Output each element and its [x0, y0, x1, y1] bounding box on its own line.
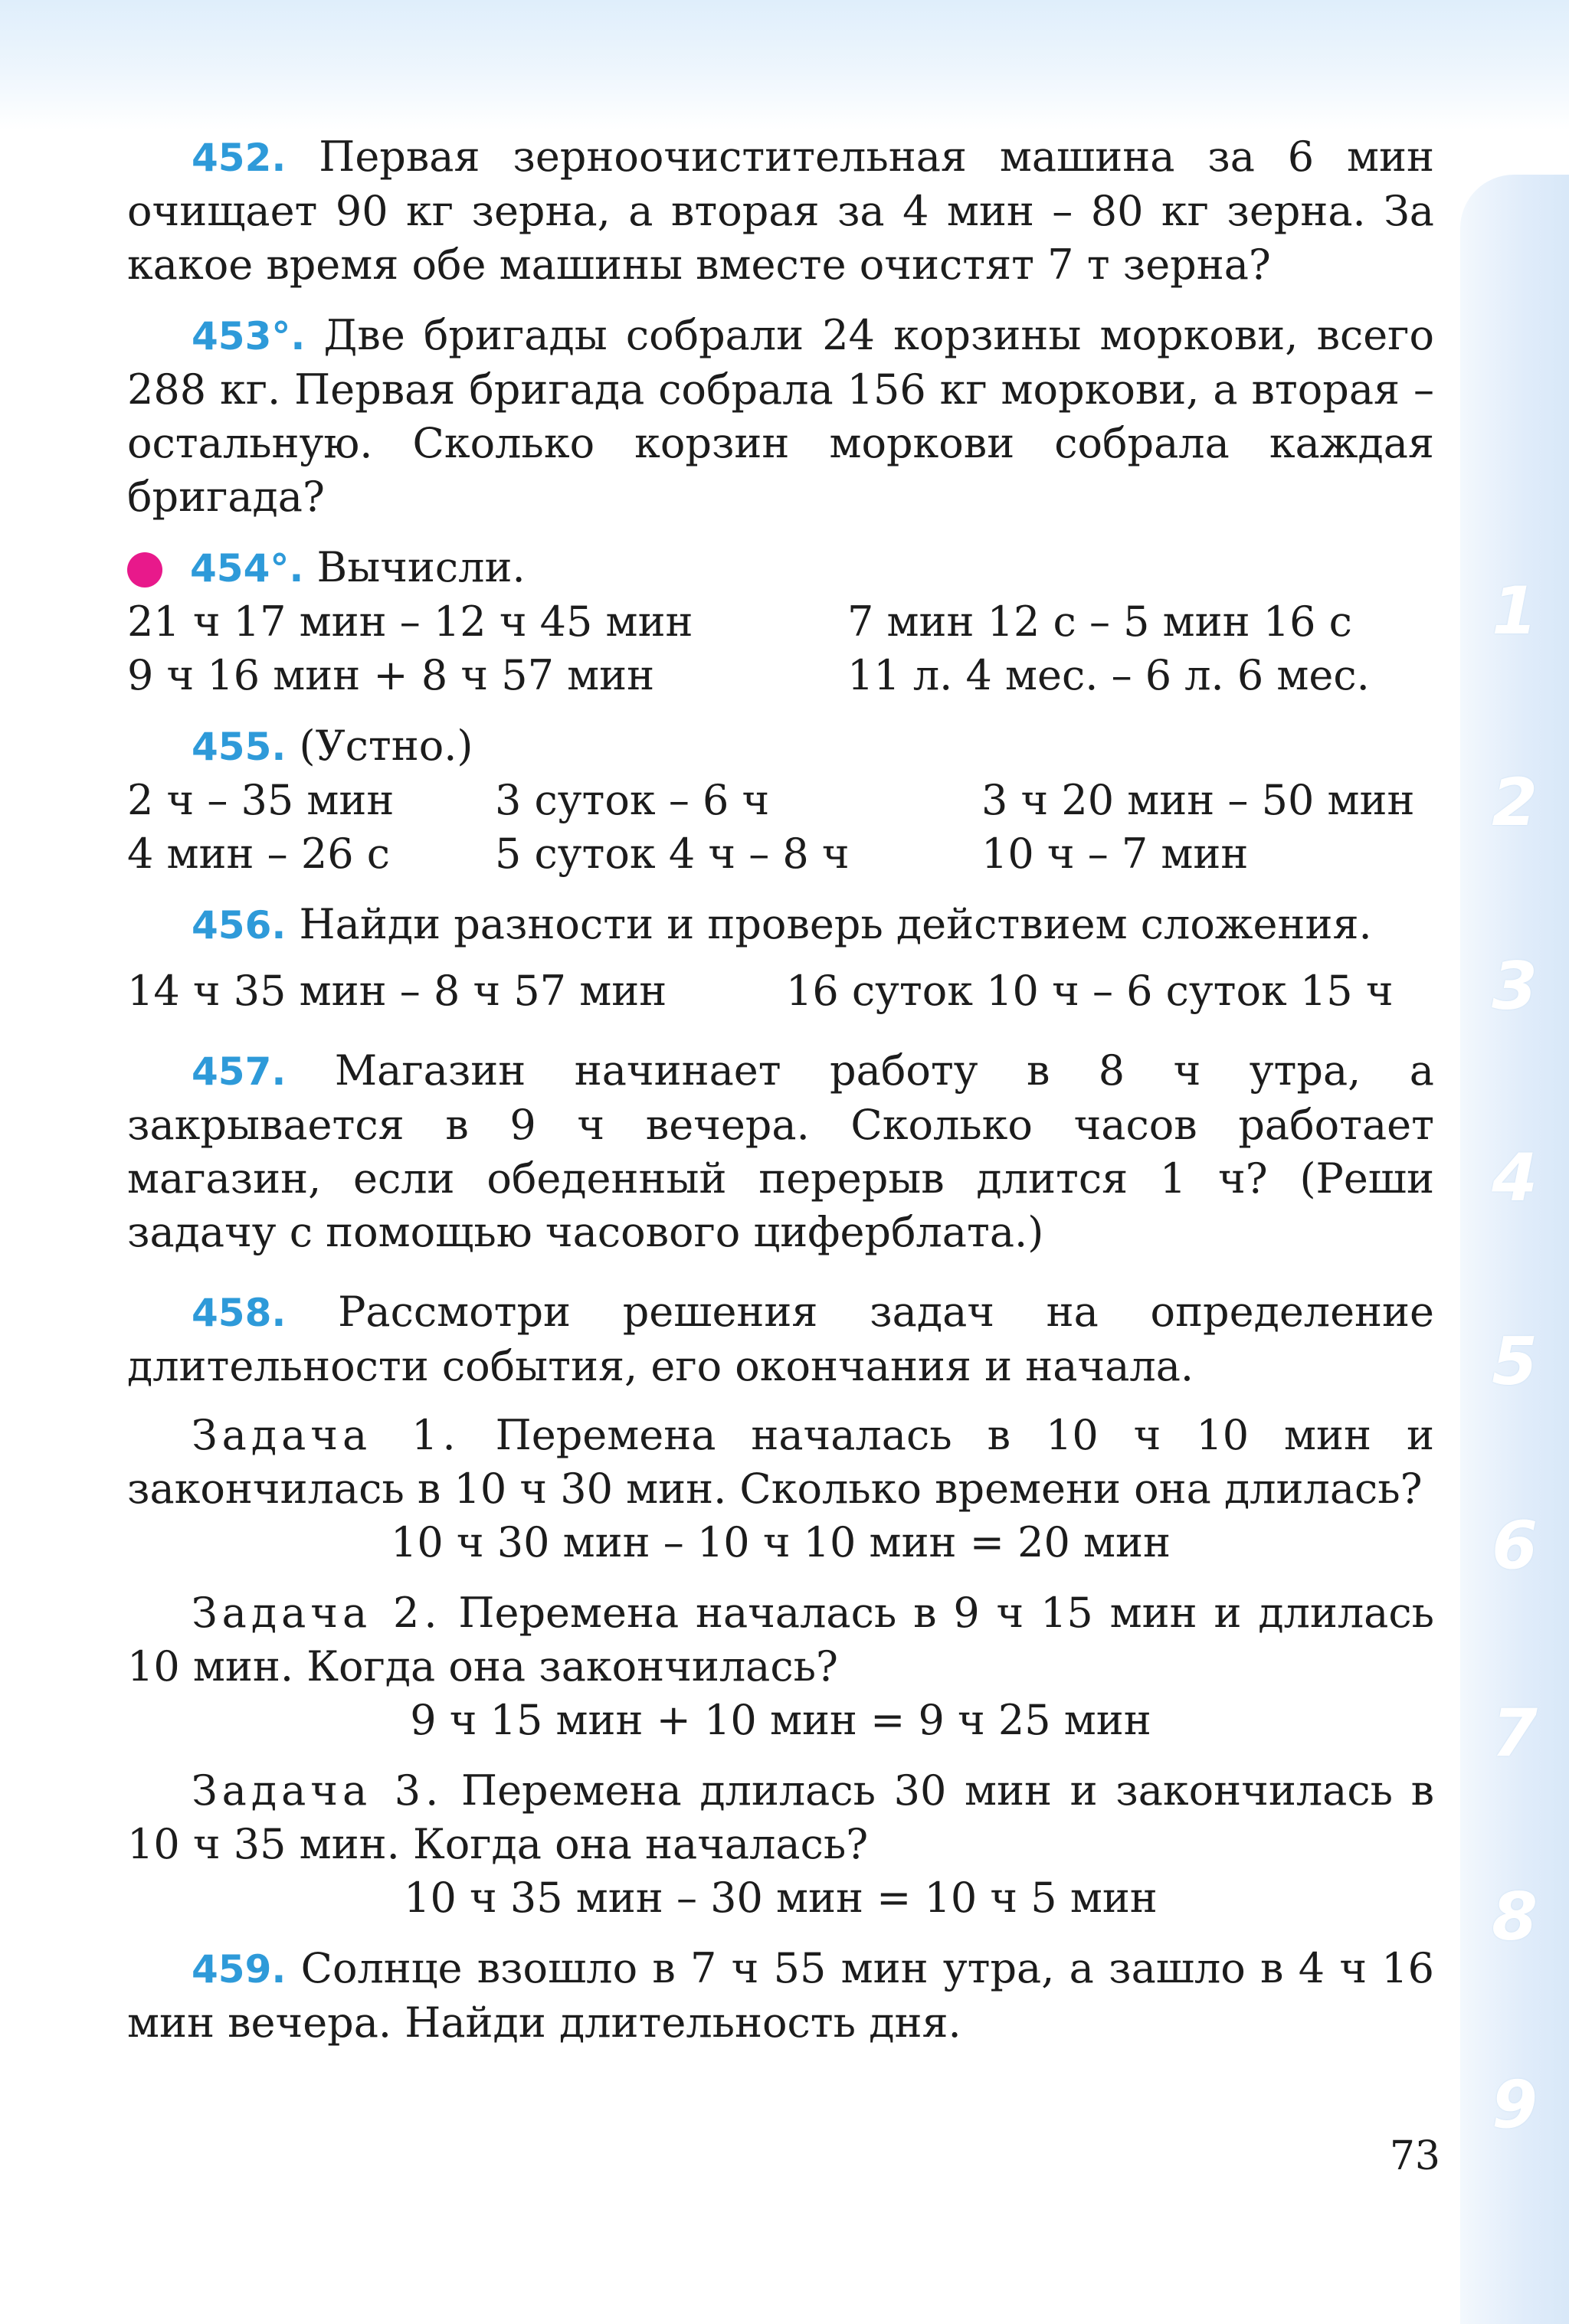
chapter-side-tabs	[1460, 175, 1569, 2324]
side-tab-8: 8	[1492, 1879, 1538, 1956]
expression: 4 мин – 26 с	[127, 830, 390, 878]
expression: 7 мин 12 с – 5 мин 16 с	[847, 597, 1352, 646]
exercise-title: Вычисли.	[316, 543, 526, 591]
exercise-title-line	[127, 898, 1434, 952]
page-number: 73	[1389, 2133, 1440, 2179]
side-tab-7: 7	[1492, 1695, 1538, 1772]
expression: 14 ч 35 мин – 8 ч 57 мин	[127, 967, 667, 1015]
task-solution: 10 ч 35 мин – 30 мин = 10 ч 5 мин	[404, 1874, 1158, 1922]
task-label: Задача 1.	[192, 1411, 460, 1459]
expression: 3 суток – 6 ч	[495, 776, 770, 824]
exercise-title-line	[127, 541, 1434, 595]
exercise-number: 456.	[192, 903, 287, 948]
expression: 3 ч 20 мин – 50 мин	[981, 776, 1415, 824]
side-tab-3: 3	[1492, 948, 1538, 1025]
task-text-block	[127, 1586, 1434, 1694]
expression: 5 суток 4 ч – 8 ч	[495, 830, 850, 878]
task-text: Перемена длилась 30 мин и закончилась в 10 ч 35 мин. Когда она началась?	[127, 1766, 1435, 1868]
expression-row	[127, 774, 1434, 827]
expression-row	[127, 964, 1434, 1018]
exercise-459	[127, 1942, 1434, 2050]
exercise-title-line	[127, 719, 1434, 774]
task-3	[127, 1764, 1434, 1925]
exercise-text: Первая зерноочистительная машина за 6 мин очищает 90 кг зерна, а вторая за 4 мин – 80 кг зерна. За какое время обе машины вместе очистят 7 т зерна?	[127, 133, 1434, 289]
expression-row	[127, 595, 1434, 649]
exercise-453	[127, 309, 1434, 524]
task-text: Перемена началась в 10 ч 10 мин и закончилась в 10 ч 30 мин. Сколько времени она длилась?	[127, 1411, 1434, 1513]
exercise-number: 459.	[192, 1947, 287, 1992]
exercise-title: Найди разности и проверь действием сложения.	[299, 900, 1372, 948]
exercise-number: 453°.	[192, 314, 306, 358]
side-tab-4: 4	[1492, 1140, 1538, 1216]
exercise-text: Рассмотри решения задач на определение длительности события, его окончания и начала.	[127, 1288, 1434, 1390]
side-tab-9: 9	[1492, 2067, 1538, 2143]
side-tab-2: 2	[1492, 764, 1538, 841]
exercise-454	[127, 541, 1434, 702]
expression: 11 л. 4 мес. – 6 л. 6 мес.	[847, 651, 1370, 699]
task-text-block	[127, 1409, 1434, 1516]
task-solution: 10 ч 30 мин – 10 ч 10 мин = 20 мин	[391, 1518, 1171, 1566]
task-1	[127, 1409, 1434, 1570]
task-text-block	[127, 1764, 1434, 1871]
exercise-text: Две бригады собрали 24 корзины моркови, всего 288 кг. Первая бригада собрала 156 кг моркови, а вторая – остальную. Сколько корзин моркови собрала каждая бригада?	[127, 311, 1434, 521]
expression: 21 ч 17 мин – 12 ч 45 мин	[127, 597, 693, 646]
expression: 2 ч – 35 мин	[127, 776, 395, 824]
exercise-number: 454°.	[190, 546, 304, 591]
exercise-text: Магазин начинает работу в 8 ч утра, а закрывается в 9 ч вечера. Сколько часов работает магазин, если обеденный перерыв длится 1 ч? (Реши задачу с помощью часового циферблата.)	[127, 1046, 1434, 1256]
task-2	[127, 1586, 1434, 1747]
exercise-text-block	[127, 1285, 1434, 1393]
task-label: Задача 2.	[192, 1589, 442, 1637]
expression: 9 ч 16 мин + 8 ч 57 мин	[127, 651, 655, 699]
expression: 16 суток 10 ч – 6 суток 15 ч	[786, 967, 1394, 1015]
exercise-title: (Устно.)	[299, 722, 473, 770]
expression-row	[127, 827, 1434, 881]
expression-row	[127, 649, 1434, 702]
page-header-band	[0, 0, 1569, 130]
exercise-number: 455.	[192, 725, 287, 769]
exercise-457	[127, 1044, 1434, 1259]
side-tab-6: 6	[1492, 1507, 1538, 1584]
task-label: Задача 3.	[192, 1766, 444, 1815]
exercise-number: 457.	[192, 1049, 287, 1094]
exercise-452	[127, 130, 1434, 292]
exercise-455	[127, 719, 1434, 881]
task-solution: 9 ч 15 мин + 10 мин = 9 ч 25 мин	[410, 1696, 1151, 1744]
side-tab-1: 1	[1492, 573, 1538, 650]
side-tab-5: 5	[1492, 1324, 1538, 1400]
expression: 10 ч – 7 мин	[981, 830, 1249, 878]
task-text: Перемена началась в 9 ч 15 мин и длилась 10 мин. Когда она закончилась?	[127, 1589, 1435, 1691]
exercise-456	[127, 898, 1434, 1018]
page-content	[127, 130, 1434, 2067]
difficulty-marker-icon	[127, 552, 162, 588]
exercise-number: 458.	[192, 1291, 287, 1335]
exercise-number: 452.	[192, 136, 287, 180]
exercise-458	[127, 1285, 1434, 1925]
exercise-text: Солнце взошло в 7 ч 55 мин утра, а зашло в 4 ч 16 мин вечера. Найди длительность дня.	[127, 1944, 1434, 2047]
